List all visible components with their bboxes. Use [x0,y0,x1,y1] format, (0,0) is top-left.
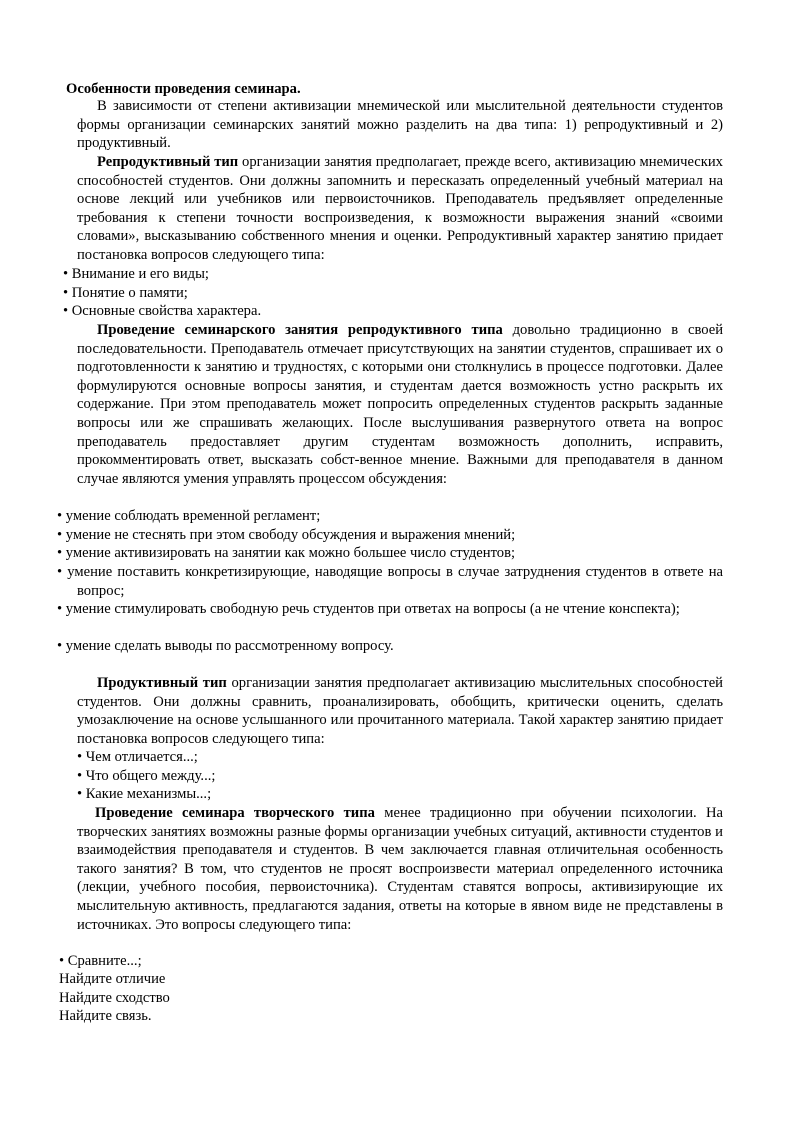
creative-question-2: Найдите отличие [59,971,166,987]
repro-seminar-heading: Проведение семинарского занятия репродуктивного типа [97,322,503,338]
skill-item-6: • умение сделать выводы по рассмотренному вопросу. [57,638,394,654]
repro-question-2: • Понятие о памяти; [63,285,188,301]
prod-question-3: • Какие механизмы...; [77,786,212,802]
prod-question-1: • Чем отличается...; [77,749,198,765]
creative-type-paragraph [77,804,723,934]
reproductive-type-paragraph [77,153,723,265]
productive-type-heading: Продуктивный тип [97,675,227,691]
skill-item-1: • умение соблюдать временной регламент; [57,508,321,524]
skill-item-4: • умение поставить конкретизирующие, наводящие вопросы в случае затруднения студентов в ответе на вопрос; [57,564,723,599]
repro-question-3: • Основные свойства характера. [63,303,262,319]
skill-item-3: • умение активизировать на занятии как можно большее число студентов; [57,545,516,561]
skill-item-2: • умение не стеснять при этом свободу обсуждения и выражения мнений; [57,527,516,543]
repro-question-1: • Внимание и его виды; [63,266,209,282]
skill-item-5: • умение стимулировать свободную речь студентов при ответах на вопросы (а не чтение конспекта); [57,601,680,617]
reproductive-type-heading: Репродуктивный тип [97,154,239,170]
productive-type-paragraph [77,674,723,748]
creative-question-3: Найдите сходство [59,990,170,1006]
section-title: Особенности проведения семинара. [66,81,301,97]
intro-paragraph: В зависимости от степени активизации мнемической или мыслительной деятельности студентов формы организации семинарских занятий можно разделить на два типа: 1) репродуктивный и 2) продуктивный. [77,98,723,152]
creative-question-1: • Сравните...; [59,953,142,969]
productive-type-text: организации занятия предполагает активизацию мыслительных способностей студентов. Они должны сравнить, проанализировать, обобщить, критически оценить, сделать умозаключение на основе услышанного или прочитанного материала. Такой характер занятию придает постановка вопросов следующего типа: [77,675,723,747]
reproductive-type-text: организации занятия предполагает, прежде всего, активизацию мнемических способностей студентов. Они должны запомнить и пересказать определенный учебный материал на основе лекций или учебников или первоисточников. Преподаватель предъявляет определенные требования к степени точности воспроизведения, к возможности выражения знаний «своими словами», высказыванию собственного мнения и оценки. Репродуктивный характер занятию придает постановка вопросов следующего типа: [77,154,723,263]
creative-question-4: Найдите связь. [59,1008,152,1024]
creative-type-text: менее традиционно при обучении психологии. На творческих занятиях возможны разные формы организации учебных ситуаций, активности студентов и взаимодействия преподавателя и студентов. В чем заключается главная отличительная особенность такого занятия? В том, что студентов не просят воспроизвести материал определенного источника (лекции, учебного пособия, первоисточника). Студентам ставятся вопросы, активизирующие их мыслительную активность, предлагаются задания, ответы на которые в явном виде не представлены в источниках. Это вопросы следующего типа: [77,805,723,933]
prod-question-2: • Что общего между...; [77,768,216,784]
creative-type-heading: Проведение семинара творческого типа [95,805,375,821]
repro-seminar-paragraph [77,321,723,488]
repro-seminar-text: довольно традиционно в своей последовательности. Преподаватель отмечает присутствующих на занятии студентов, спрашивает их о подготовленности к занятию и трудностях, с которыми они столкнулись в процессе подготовки. Далее формулируются основные вопросы занятия, и студентам дается возможность устно раскрыть их содержание. При этом преподаватель может попросить определенных студентов раскрыть заданные вопросы или же спрашивать желающих. После выслушивания развернутого ответа на вопрос преподаватель предоставляет другим студентам возможность дополнить, исправить, прокомментировать ответ, высказать собст-венное мнение. Важными для преподавателя в данном случае являются умения управлять процессом обсуждения: [77,322,723,487]
